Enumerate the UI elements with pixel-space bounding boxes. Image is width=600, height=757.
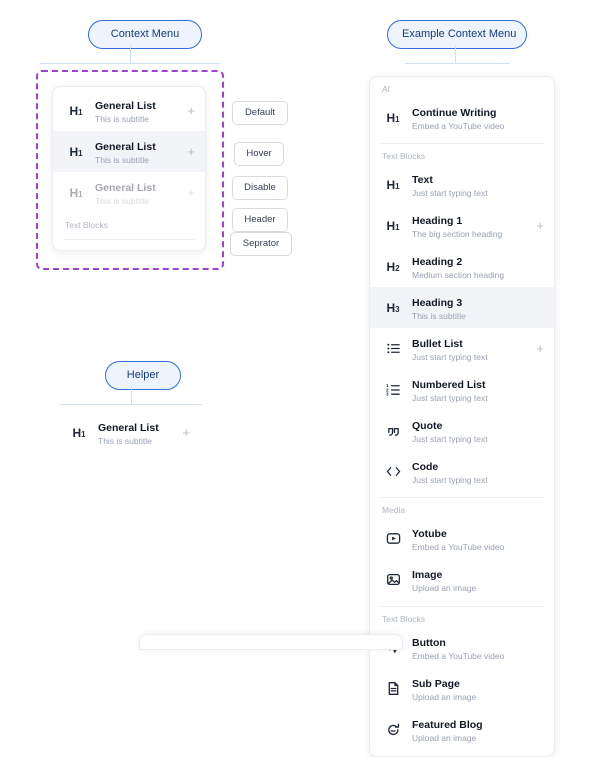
menu-item[interactable] [370,369,554,410]
numbered-list-icon [380,377,406,403]
menu-item-subtitle: Upload an image [412,583,477,594]
menu-item[interactable] [370,709,554,750]
menu-item-texts [406,457,530,486]
plus-icon[interactable]: + [182,425,190,441]
svg-text:3: 3 [385,391,389,397]
menu-item-title: Code [412,461,439,474]
menu-item-texts [406,252,530,281]
label-example-context-menu-text: Example Context Menu [402,28,517,40]
context-menu-card [52,86,206,251]
menu-item-title: Featured Blog [412,718,483,731]
svg-text:2: 2 [385,387,389,393]
plus-icon[interactable]: + [187,103,195,119]
h1-icon [63,139,89,165]
helper-item-subtitle: This is subtitle [98,436,152,446]
heading-letter: H [386,218,396,233]
state-tag-default-text: Default [244,107,276,118]
menu-item[interactable] [370,668,554,709]
connector-context-menu-vertical [130,45,131,63]
context-menu-item-subtitle: This is subtitle [95,155,149,166]
helper-item[interactable] [66,414,190,451]
h1-icon-letter: H [69,103,79,118]
h1-icon [66,420,92,446]
label-example-context-menu [387,20,527,49]
menu-item-subtitle: Just start typing text [412,352,488,363]
menu-item-subtitle: Upload an image [412,732,477,743]
menu-group-label: Text Blocks [382,613,425,624]
context-menu-item-hover[interactable] [53,131,205,172]
context-menu-item-title: General List [95,182,156,195]
h1-icon-sub: 1 [78,190,83,200]
menu-group-label: Text Blocks [382,151,425,162]
h1-icon-letter: H [69,144,79,159]
helper-item-title: General List [98,422,159,434]
menu-item-subtitle: Just start typing text [412,393,488,404]
menu-item-title: Button [412,636,446,649]
menu-item-title: Continue Writing [412,107,497,119]
image-icon [380,567,406,593]
h1-icon [380,105,406,131]
h1-icon [63,98,89,124]
menu-item-texts [406,103,530,132]
page-icon [380,675,406,701]
heading-level: 1 [395,223,400,233]
menu-item-texts [406,633,530,662]
context-menu-item-default[interactable] [53,87,205,131]
h1-icon-sub: 1 [81,430,86,440]
menu-item-texts [406,334,530,363]
menu-item-subtitle: Embed a YouTube video [412,650,505,661]
h3-icon [380,295,406,321]
menu-item-texts [406,715,530,744]
video-icon [380,526,406,552]
bullet-list-icon [380,336,406,362]
connector-helper-horizontal [60,404,202,405]
connector-example-vertical [455,45,456,63]
connector-context-menu-horizontal [40,63,220,64]
example-context-menu-card [369,76,555,757]
menu-item-subtitle: Medium section heading [412,270,505,281]
state-tag-separator [230,232,292,256]
menu-item-title: Quote [412,420,443,433]
menu-item-subtitle: Just start typing text [412,475,488,486]
menu-item[interactable] [370,97,554,138]
h1-icon-sub: 1 [78,108,83,118]
menu-item-subtitle: Embed a YouTube video [412,121,505,131]
menu-item-title: Text [412,174,433,187]
plus-icon: + [187,185,195,201]
context-menu-item-texts [89,178,181,207]
plus-icon[interactable]: + [187,144,195,160]
menu-item-texts [406,674,530,703]
state-tag-separator-text: Seprator [242,238,280,249]
menu-item[interactable] [370,451,554,492]
menu-item[interactable] [370,287,554,328]
connector-helper-vertical [131,386,132,404]
featured-blog-icon [380,716,406,742]
menu-item[interactable] [370,518,554,559]
h1-icon [380,172,406,198]
menu-item-texts [406,170,530,199]
menu-item-title: Heading 1 [412,215,463,228]
menu-item[interactable] [370,328,554,369]
heading-letter: H [386,177,396,192]
svg-text:1: 1 [385,383,389,389]
context-menu-item-disabled [53,172,205,213]
heading-level: 1 [395,182,400,192]
context-menu-separator [63,239,195,240]
menu-group-label: Media [382,505,406,516]
code-icon [380,459,406,485]
state-tag-disable-text: Disable [244,182,276,193]
menu-item-title: Heading 2 [412,256,463,269]
plus-icon[interactable]: + [536,341,544,357]
menu-item[interactable] [370,410,554,451]
menu-item-texts [406,293,530,322]
state-tag-hover-text: Hover [246,148,272,159]
h1-icon-letter: H [72,425,82,440]
h1-icon [63,180,89,206]
state-tag-header-text: Header [244,214,276,225]
context-menu-item-texts [89,96,181,125]
h2-icon [380,254,406,280]
heading-level: 1 [395,115,400,125]
label-context-menu-text: Context Menu [110,28,180,40]
heading-letter: H [386,110,396,125]
menu-item-title: Numbered List [412,379,486,392]
menu-item-texts [406,524,530,553]
quote-icon [380,418,406,444]
menu-item-title: Yotube [412,528,447,541]
menu-item[interactable] [370,246,554,287]
plus-icon[interactable]: + [536,218,544,234]
menu-item-subtitle: Embed a YouTube video [412,542,505,553]
context-menu-item-subtitle: This is subtitle [95,114,149,124]
context-menu-item-title: General List [95,141,156,154]
heading-level: 2 [395,264,400,274]
menu-item-texts [406,375,530,404]
context-menu-header-label: Text Blocks [65,220,108,231]
heading-letter: H [386,300,396,315]
menu-item-title: Sub Page [412,677,460,690]
label-helper [105,361,181,390]
menu-item-subtitle: Upload an image [412,691,477,702]
h1-icon-sub: 1 [78,149,83,159]
menu-item-texts [406,211,530,240]
state-tag-disable [232,176,288,200]
menu-item[interactable] [370,164,554,205]
menu-item-subtitle: Just start typing text [412,188,488,199]
state-tag-hover [234,142,284,166]
menu-group-label: AI [382,84,391,94]
menu-item-subtitle: The big section heading [412,229,503,240]
heading-letter: H [386,259,396,274]
menu-item-title: Heading 3 [412,297,463,310]
context-menu-item-title: General List [95,100,156,112]
menu-item[interactable] [370,205,554,246]
state-tag-header [232,208,288,232]
menu-item-subtitle: Just start typing text [412,434,488,445]
label-helper-text: Helper [126,369,160,381]
state-tag-default [232,101,288,125]
menu-item-title: Image [412,569,443,582]
heading-level: 3 [395,305,400,315]
helper-item-texts [92,418,176,447]
menu-item-texts [406,565,530,594]
menu-item-subtitle: This is subtitle [412,311,466,322]
label-context-menu [88,20,202,49]
menu-item-title: Bullet List [412,338,463,351]
connector-example-horizontal [405,63,510,64]
h1-icon [380,213,406,239]
menu-item-texts [406,416,530,445]
context-menu-item-texts [89,137,181,166]
context-menu-item-subtitle: This is subtitle [95,196,149,207]
h1-icon-letter: H [69,185,79,200]
menu-item[interactable] [370,559,554,600]
bottom-card-stub [139,634,403,650]
